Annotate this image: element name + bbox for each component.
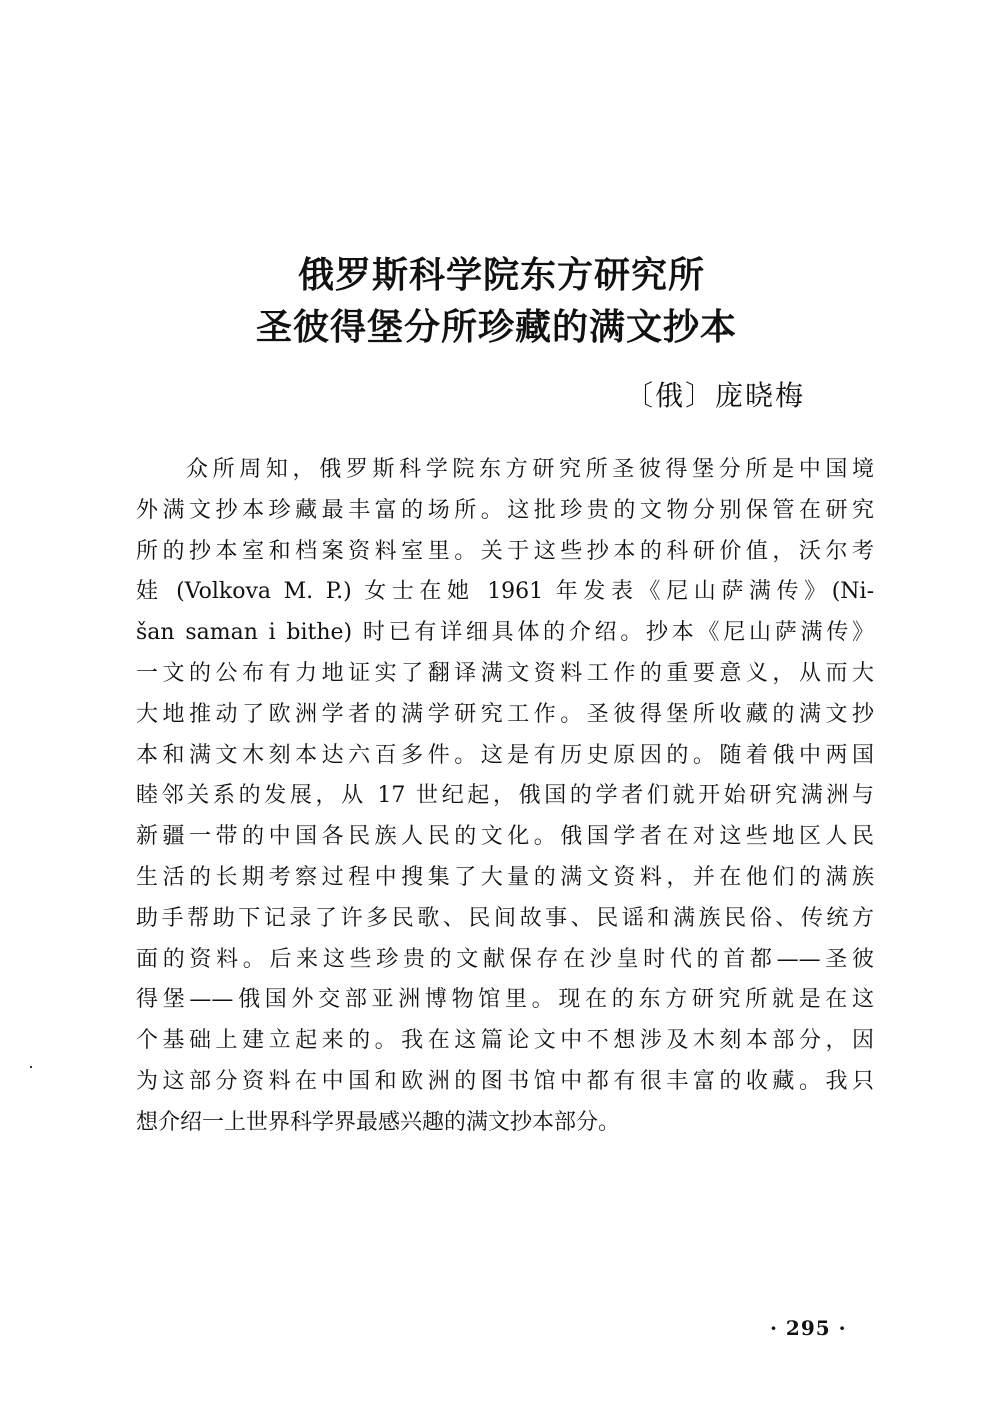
body-line: 众所周知，俄罗斯科学院东方研究所圣彼得堡分所是中国境: [186, 457, 874, 482]
article-title: [0, 250, 993, 354]
page-number: · 295 ·: [770, 1316, 847, 1340]
body-line: 本和满文木刻本达六百多件。这是有历史原因的。随着俄中两国: [136, 742, 874, 768]
body-line: 想介绍一上世界科学界最感兴趣的满文抄本部分。: [136, 1109, 621, 1135]
title-line-1: 俄罗斯科学院东方研究所: [297, 255, 705, 296]
body-line: 新疆一带的中国各民族人民的文化。俄国学者在对这些地区人民: [136, 824, 874, 850]
body-line: 生活的长期考察过程中搜集了大量的满文资料，并在他们的满族: [136, 864, 874, 890]
body-line: 所的抄本室和档案资料室里。关于这些抄本的科研价值，沃尔考: [136, 538, 874, 564]
body-line: 得堡——俄国外交部亚洲博物馆里。现在的东方研究所就是在这: [136, 987, 874, 1013]
body-line: 外满文抄本珍藏最丰富的场所。这批珍贵的文物分别保管在研究: [136, 497, 874, 523]
body-line: 一文的公布有力地证实了翻译满文资料工作的重要意义，从而大: [136, 660, 874, 686]
body-paragraph: [136, 450, 874, 1144]
body-line: 娃 (Volkova M. P.) 女士在她 1961 年发表《尼山萨满传》(Ni-: [136, 579, 874, 605]
margin-mark: [30, 1066, 32, 1068]
body-line: 为这部分资料在中国和欧洲的图书馆中都有很丰富的收藏。我只: [136, 1068, 874, 1094]
body-line: 个基础上建立起来的。我在这篇论文中不想涉及木刻本部分，因: [136, 1028, 874, 1054]
title-line-2: 圣彼得堡分所珍藏的满文抄本: [255, 307, 737, 348]
body-line: 睦邻关系的发展，从 17 世纪起，俄国的学者们就开始研究满洲与: [136, 783, 874, 809]
body-line: 面的资料。后来这些珍贵的文献保存在沙皇时代的首都——圣彼: [136, 946, 874, 972]
body-line: šan saman i bithe) 时已有详细具体的介绍。抄本《尼山萨满传》: [136, 620, 874, 646]
body-line: 助手帮助下记录了许多民歌、民间故事、民谣和满族民俗、传统方: [136, 905, 874, 931]
author-byline: 〔俄〕庞晓梅: [624, 379, 805, 412]
body-line: 大地推动了欧洲学者的满学研究工作。圣彼得堡所收藏的满文抄: [136, 701, 874, 727]
